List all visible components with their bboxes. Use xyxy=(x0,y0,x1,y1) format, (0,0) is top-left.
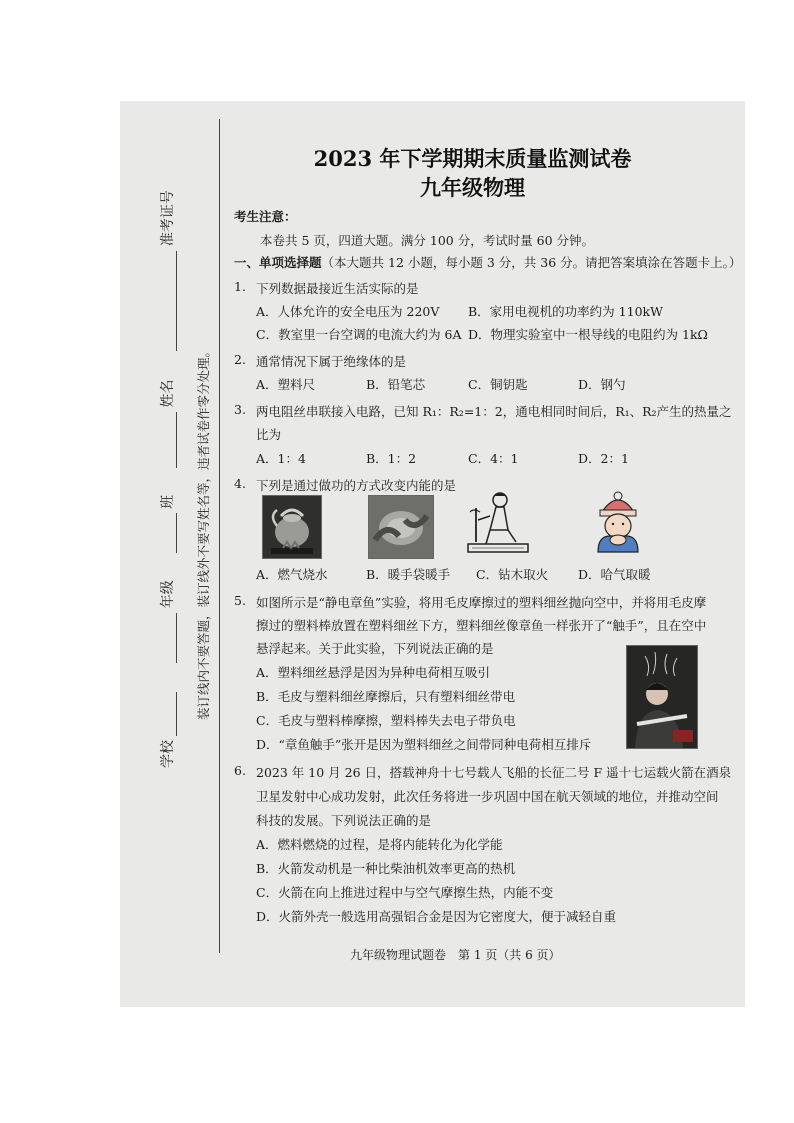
static-octopus-photo xyxy=(626,645,698,749)
option-a: A．燃气烧水 xyxy=(256,567,328,582)
question-stem-line2: 比为 xyxy=(256,427,282,442)
option-b: B．1：2 xyxy=(366,451,417,466)
breath-warming-icon xyxy=(590,490,646,558)
static-octopus-icon xyxy=(627,646,697,748)
exam-no-label: 准考证号 xyxy=(160,190,176,247)
page-footer: 九年级物理试题卷 第 1 页（共 6 页） xyxy=(350,948,561,962)
option-a: A．燃料燃烧的过程，是将内能转化为化学能 xyxy=(256,837,503,852)
option-c: C．火箭在向上推进过程中与空气摩擦生热，内能不变 xyxy=(256,885,554,900)
option-c: C．4：1 xyxy=(468,451,519,466)
option-c: C．铜钥匙 xyxy=(468,377,528,392)
question-number: 4. xyxy=(234,476,246,491)
question-stem-line1: 2023 年 10 月 26 日，搭载神舟十七号载人飞船的长征二号 F 遥十七运载火箭在酒泉 xyxy=(256,765,732,780)
section-desc: （本大题共 12 小题，每小题 3 分，共 36 分。请把答案填涂在答题卡上。） xyxy=(321,255,742,270)
section-title: 一、单项选择题 xyxy=(234,255,322,270)
binding-note: 装订线内不要答题，装订线外不要写姓名等，违者试卷作零分处理。 xyxy=(196,344,211,720)
notice-heading: 考生注意： xyxy=(234,209,297,224)
option-c: C．教室里一台空调的电流大约为 6A xyxy=(256,327,462,342)
question-number: 1. xyxy=(234,279,246,294)
exam-title: 2023 年下学期期末质量监测试卷 xyxy=(313,146,632,171)
class-blank[interactable] xyxy=(164,513,177,553)
exam-subtitle: 九年级物理 xyxy=(420,175,525,200)
question-stem-line1: 如图所示是“静电章鱼”实验，将用毛皮摩擦过的塑料细丝抛向空中，并将用毛皮摩 xyxy=(256,595,707,610)
question-stem: 通常情况下属于绝缘体的是 xyxy=(256,354,407,369)
option-a: A．塑料细丝悬浮是因为异种电荷相互吸引 xyxy=(256,665,491,680)
notice-text: 本卷共 5 页，四道大题。满分 100 分，考试时量 60 分钟。 xyxy=(260,233,595,248)
grade-blank[interactable] xyxy=(164,613,177,663)
exam-no-blank[interactable] xyxy=(164,251,177,351)
grade-label: 年级 xyxy=(160,580,176,609)
drill-fire-icon xyxy=(466,490,532,558)
school-blank[interactable] xyxy=(164,692,177,736)
hand-warmer-icon xyxy=(369,496,433,558)
question-number: 5. xyxy=(234,593,246,608)
option-a: A．人体允许的安全电压为 220V xyxy=(256,304,440,319)
option-d: D．2：1 xyxy=(578,451,629,466)
question-stem-line1: 两电阻丝串联接入电路，已知 R₁：R₂=1：2，通电相同时间后，R₁、R₂产生的热量之 xyxy=(256,404,732,419)
binding-line xyxy=(219,119,220,953)
option-d: D．钢勺 xyxy=(578,377,626,392)
question-stem-line2: 卫星发射中心成功发射，此次任务将进一步巩固中国在航天领域的地位，并推动空间 xyxy=(256,789,719,804)
question-stem-line3: 悬浮起来。关于此实验，下列说法正确的是 xyxy=(256,641,494,656)
question-number: 2. xyxy=(234,352,246,367)
class-label: 班 xyxy=(160,494,176,509)
option-d: D．哈气取暖 xyxy=(578,567,651,582)
option-a: A．1：4 xyxy=(256,451,306,466)
question-number: 3. xyxy=(234,402,246,417)
option-b: B．家用电视机的功率约为 110kW xyxy=(468,304,663,319)
option-c: C．毛皮与塑料棒摩擦，塑料棒失去电子带负电 xyxy=(256,713,516,728)
option-a: A．塑料尺 xyxy=(256,377,316,392)
breath-warming-drawing xyxy=(590,490,646,558)
section-heading xyxy=(234,253,741,271)
option-b: B．毛皮与塑料细丝摩擦后，只有塑料细丝带电 xyxy=(256,689,516,704)
option-b: B．暖手袋暖手 xyxy=(366,567,451,582)
hand-warmer-photo xyxy=(368,495,434,559)
option-b: B．铅笔芯 xyxy=(366,377,426,392)
school-label: 学校 xyxy=(160,740,176,768)
question-stem: 下列是通过做功的方式改变内能的是 xyxy=(256,478,457,493)
option-b: B．火箭发动机是一种比柴油机效率更高的热机 xyxy=(256,861,516,876)
drill-fire-drawing xyxy=(466,490,532,558)
kettle-photo xyxy=(262,495,322,559)
name-blank[interactable] xyxy=(164,412,177,468)
name-label: 姓名 xyxy=(160,379,176,408)
kettle-icon xyxy=(263,496,321,558)
option-d: D．火箭外壳一般选用高强铝合金是因为它密度大，便于减轻自重 xyxy=(256,909,617,924)
side-fields xyxy=(157,190,177,768)
question-stem-line3: 科技的发展。下列说法正确的是 xyxy=(256,813,432,828)
question-number: 6. xyxy=(234,763,246,778)
option-d: D．物理实验室中一根导线的电阻约为 1kΩ xyxy=(468,327,708,342)
option-c: C．钻木取火 xyxy=(476,567,549,582)
option-d: D．“章鱼触手”张开是因为塑料细丝之间带同种电荷相互排斥 xyxy=(256,737,592,752)
question-stem-line2: 擦过的塑料棒放置在塑料细丝下方，塑料细丝像章鱼一样张开了“触手”，且在空中 xyxy=(256,618,707,633)
question-stem: 下列数据最接近生活实际的是 xyxy=(256,281,419,296)
